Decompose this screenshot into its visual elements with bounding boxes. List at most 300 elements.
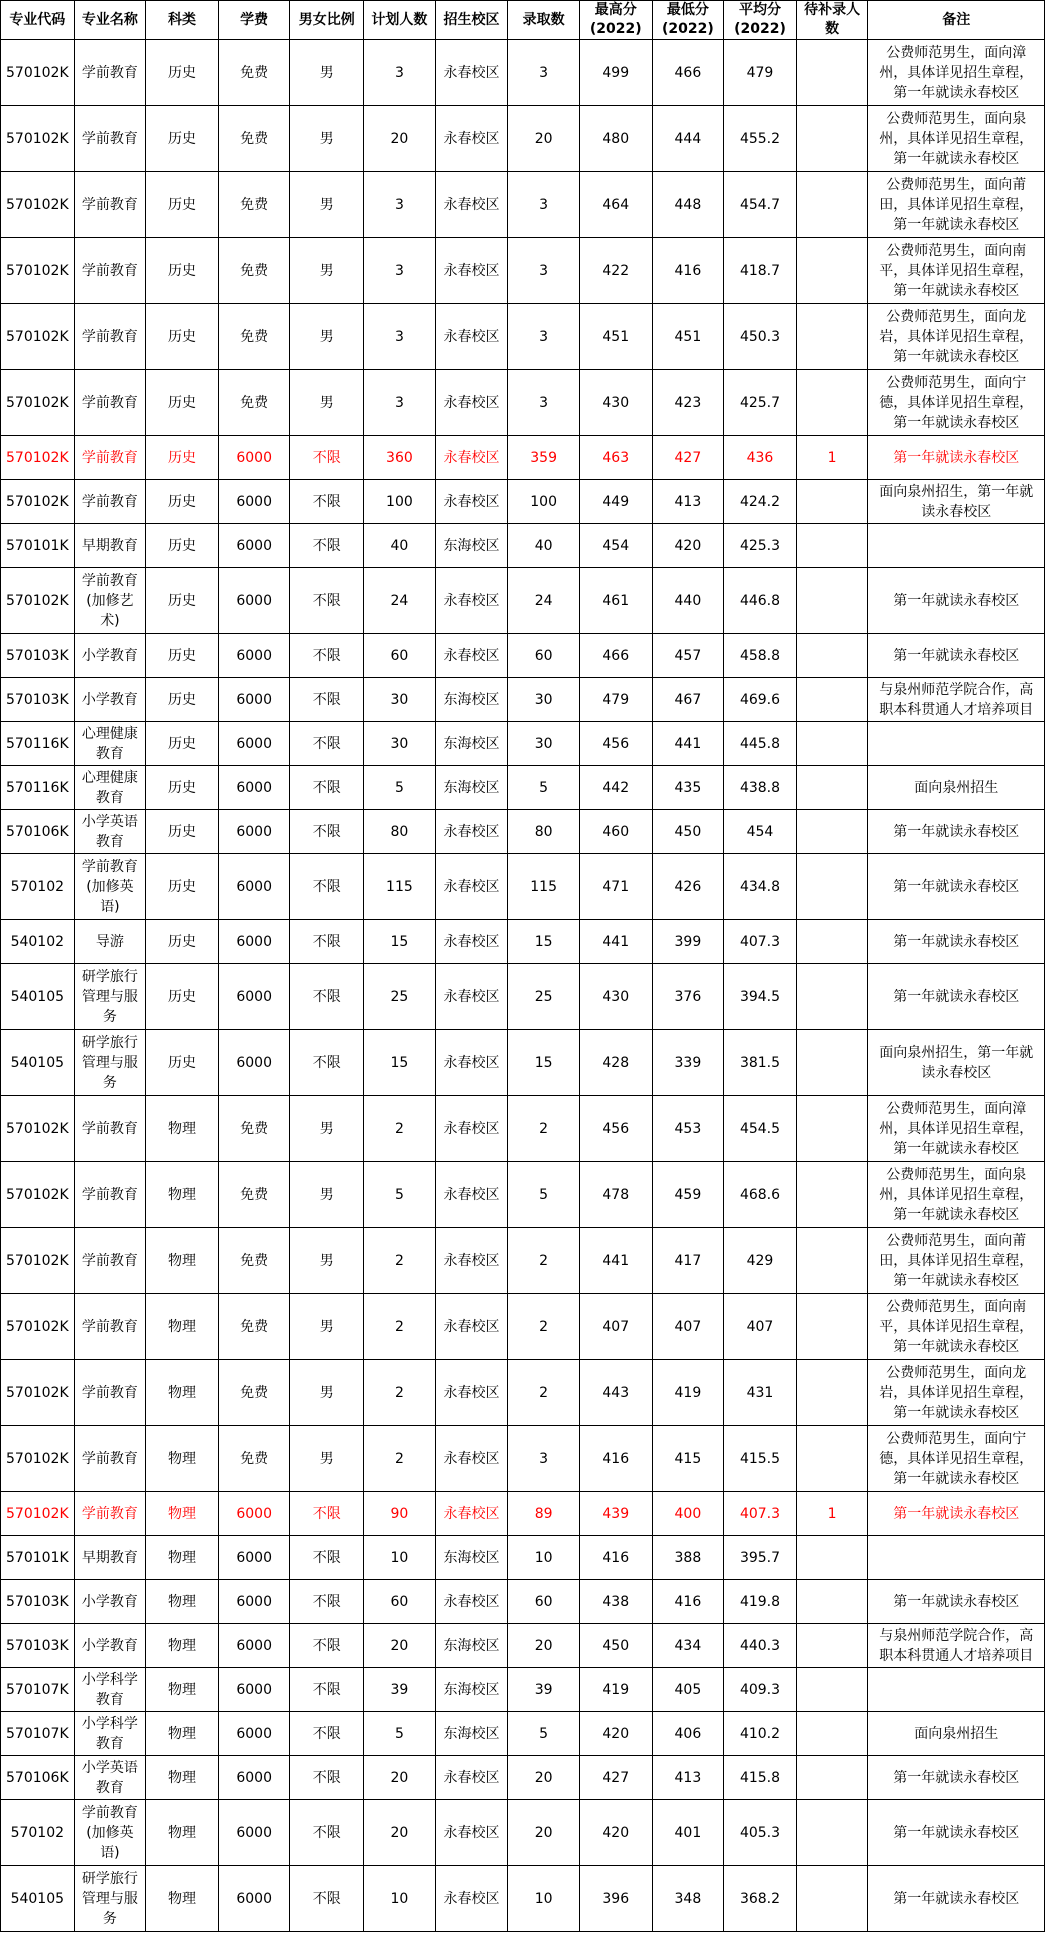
cell-campus: 永春校区 [435,964,508,1030]
cell-plan: 15 [364,920,436,964]
cell-major: 学前教育 [74,1492,146,1536]
cell-tuition: 6000 [218,1492,290,1536]
cell-code: 570102 [1,854,75,920]
cell-pending [796,634,868,678]
cell-category: 历史 [146,304,219,370]
cell-avg-score: 454 [724,810,797,854]
table-row [1,480,1045,524]
cell-campus: 东海校区 [435,1624,508,1668]
cell-category: 历史 [146,1030,219,1096]
cell-note: 第一年就读永春校区 [868,436,1045,480]
cell-plan: 2 [364,1426,436,1492]
cell-note: 公费师范男生，面向宁德，具体详见招生章程，第一年就读永春校区 [868,370,1045,436]
cell-major: 学前教育 [74,436,146,480]
cell-plan: 115 [364,854,436,920]
cell-max-score: 442 [579,766,652,810]
cell-avg-score: 381.5 [724,1030,797,1096]
table-row [1,1756,1045,1800]
cell-pending [796,1162,868,1228]
cell-gender-ratio: 男 [290,304,364,370]
cell-min-score: 451 [652,304,724,370]
cell-campus: 永春校区 [435,304,508,370]
cell-plan: 2 [364,1096,436,1162]
cell-admitted: 3 [508,238,580,304]
cell-tuition: 6000 [218,524,290,568]
cell-min-score: 459 [652,1162,724,1228]
cell-max-score: 396 [579,1866,652,1932]
cell-campus: 东海校区 [435,1668,508,1712]
cell-admitted: 3 [508,1426,580,1492]
cell-admitted: 3 [508,40,580,106]
cell-admitted: 20 [508,106,580,172]
cell-code: 570102K [1,1228,75,1294]
cell-max-score: 499 [579,40,652,106]
cell-plan: 20 [364,1624,436,1668]
cell-max-score: 441 [579,920,652,964]
cell-max-score: 454 [579,524,652,568]
cell-note: 第一年就读永春校区 [868,920,1045,964]
cell-pending [796,964,868,1030]
cell-major: 学前教育 [74,238,146,304]
cell-category: 物理 [146,1294,219,1360]
cell-code: 570102 [1,1800,75,1866]
cell-code: 570103K [1,1624,75,1668]
cell-min-score: 467 [652,678,724,722]
cell-min-score: 448 [652,172,724,238]
table-row [1,1536,1045,1580]
cell-plan: 2 [364,1294,436,1360]
cell-plan: 80 [364,810,436,854]
table-row [1,810,1045,854]
cell-campus: 永春校区 [435,480,508,524]
table-row [1,436,1045,480]
cell-note: 第一年就读永春校区 [868,634,1045,678]
header-pending: 待补录人数 [796,1,868,40]
cell-note: 面向泉州招生，第一年就读永春校区 [868,480,1045,524]
cell-avg-score: 368.2 [724,1866,797,1932]
header-avg-score: 平均分 (2022) [724,1,797,40]
cell-plan: 2 [364,1228,436,1294]
cell-pending [796,1580,868,1624]
cell-admitted: 30 [508,678,580,722]
cell-avg-score: 469.6 [724,678,797,722]
cell-code: 570116K [1,722,75,766]
cell-tuition: 6000 [218,964,290,1030]
cell-category: 物理 [146,1162,219,1228]
cell-min-score: 413 [652,480,724,524]
cell-avg-score: 415.5 [724,1426,797,1492]
cell-category: 历史 [146,172,219,238]
cell-category: 历史 [146,634,219,678]
cell-min-score: 441 [652,722,724,766]
cell-code: 570107K [1,1668,75,1712]
cell-campus: 东海校区 [435,1712,508,1756]
cell-note: 公费师范男生，面向泉州，具体详见招生章程，第一年就读永春校区 [868,1162,1045,1228]
cell-category: 历史 [146,766,219,810]
cell-campus: 永春校区 [435,436,508,480]
cell-pending [796,722,868,766]
cell-avg-score: 479 [724,40,797,106]
cell-avg-score: 407.3 [724,920,797,964]
cell-tuition: 免费 [218,1294,290,1360]
cell-admitted: 39 [508,1668,580,1712]
cell-plan: 60 [364,634,436,678]
cell-tuition: 免费 [218,1426,290,1492]
cell-tuition: 免费 [218,40,290,106]
cell-plan: 20 [364,1800,436,1866]
cell-plan: 5 [364,766,436,810]
cell-campus: 东海校区 [435,766,508,810]
cell-pending [796,1800,868,1866]
cell-tuition: 免费 [218,1360,290,1426]
cell-category: 历史 [146,524,219,568]
cell-avg-score: 407 [724,1294,797,1360]
table-row [1,766,1045,810]
cell-major: 小学英语教育 [74,810,146,854]
cell-category: 历史 [146,854,219,920]
cell-pending [796,810,868,854]
cell-major: 学前教育 [74,480,146,524]
cell-campus: 永春校区 [435,810,508,854]
cell-tuition: 6000 [218,1580,290,1624]
cell-max-score: 443 [579,1360,652,1426]
cell-avg-score: 425.7 [724,370,797,436]
cell-campus: 永春校区 [435,1228,508,1294]
cell-tuition: 免费 [218,370,290,436]
cell-tuition: 免费 [218,238,290,304]
header-major: 专业名称 [74,1,146,40]
cell-min-score: 466 [652,40,724,106]
table-row [1,1426,1045,1492]
cell-avg-score: 409.3 [724,1668,797,1712]
cell-max-score: 428 [579,1030,652,1096]
cell-admitted: 80 [508,810,580,854]
cell-gender-ratio: 不限 [290,1668,364,1712]
cell-category: 物理 [146,1668,219,1712]
cell-avg-score: 425.3 [724,524,797,568]
cell-note: 第一年就读永春校区 [868,1756,1045,1800]
cell-campus: 永春校区 [435,1030,508,1096]
cell-major: 学前教育(加修英语) [74,854,146,920]
cell-category: 物理 [146,1624,219,1668]
cell-note [868,524,1045,568]
table-row [1,304,1045,370]
cell-code: 570102K [1,106,75,172]
table-row [1,1030,1045,1096]
cell-admitted: 2 [508,1360,580,1426]
table-row [1,722,1045,766]
table-row [1,1712,1045,1756]
table-row [1,1096,1045,1162]
cell-avg-score: 407.3 [724,1492,797,1536]
cell-admitted: 10 [508,1536,580,1580]
cell-campus: 东海校区 [435,524,508,568]
cell-gender-ratio: 不限 [290,1756,364,1800]
cell-plan: 90 [364,1492,436,1536]
header-row [1,1,1045,40]
cell-admitted: 20 [508,1800,580,1866]
cell-admitted: 100 [508,480,580,524]
cell-gender-ratio: 不限 [290,1030,364,1096]
cell-pending [796,238,868,304]
cell-gender-ratio: 不限 [290,854,364,920]
cell-gender-ratio: 男 [290,370,364,436]
cell-category: 物理 [146,1426,219,1492]
cell-campus: 永春校区 [435,568,508,634]
cell-avg-score: 394.5 [724,964,797,1030]
cell-major: 小学教育 [74,678,146,722]
cell-campus: 东海校区 [435,678,508,722]
cell-admitted: 5 [508,766,580,810]
cell-gender-ratio: 男 [290,106,364,172]
cell-category: 物理 [146,1866,219,1932]
cell-campus: 东海校区 [435,722,508,766]
cell-gender-ratio: 不限 [290,722,364,766]
header-note: 备注 [868,1,1045,40]
cell-gender-ratio: 男 [290,172,364,238]
cell-code: 570102K [1,304,75,370]
header-admitted: 录取数 [508,1,580,40]
cell-pending [796,1426,868,1492]
cell-avg-score: 415.8 [724,1756,797,1800]
cell-major: 导游 [74,920,146,964]
cell-category: 物理 [146,1096,219,1162]
cell-campus: 永春校区 [435,1866,508,1932]
cell-major: 小学英语教育 [74,1756,146,1800]
cell-major: 学前教育 [74,1294,146,1360]
cell-pending [796,1030,868,1096]
cell-category: 物理 [146,1536,219,1580]
cell-major: 学前教育 [74,106,146,172]
cell-code: 570103K [1,678,75,722]
cell-category: 历史 [146,106,219,172]
cell-major: 学前教育 [74,1228,146,1294]
cell-min-score: 416 [652,238,724,304]
cell-category: 历史 [146,40,219,106]
cell-category: 历史 [146,238,219,304]
table-row [1,964,1045,1030]
cell-max-score: 441 [579,1228,652,1294]
cell-pending [796,854,868,920]
cell-gender-ratio: 不限 [290,1624,364,1668]
cell-note: 公费师范男生，面向龙岩，具体详见招生章程，第一年就读永春校区 [868,1360,1045,1426]
cell-plan: 60 [364,1580,436,1624]
cell-pending [796,1866,868,1932]
cell-major: 学前教育 [74,1360,146,1426]
cell-pending [796,766,868,810]
cell-min-score: 417 [652,1228,724,1294]
cell-major: 心理健康教育 [74,722,146,766]
cell-campus: 永春校区 [435,106,508,172]
cell-plan: 10 [364,1866,436,1932]
cell-category: 物理 [146,1756,219,1800]
cell-avg-score: 455.2 [724,106,797,172]
cell-code: 570102K [1,1096,75,1162]
cell-note: 与泉州师范学院合作，高职本科贯通人才培养项目 [868,1624,1045,1668]
cell-min-score: 453 [652,1096,724,1162]
cell-note: 公费师范男生，面向莆田，具体详见招生章程，第一年就读永春校区 [868,172,1045,238]
cell-min-score: 416 [652,1580,724,1624]
cell-campus: 永春校区 [435,1756,508,1800]
cell-code: 570106K [1,810,75,854]
cell-tuition: 免费 [218,1228,290,1294]
cell-note: 第一年就读永春校区 [868,964,1045,1030]
cell-note: 公费师范男生，面向龙岩，具体详见招生章程，第一年就读永春校区 [868,304,1045,370]
cell-plan: 3 [364,370,436,436]
cell-avg-score: 458.8 [724,634,797,678]
cell-admitted: 20 [508,1624,580,1668]
cell-code: 570101K [1,1536,75,1580]
cell-tuition: 6000 [218,854,290,920]
cell-max-score: 480 [579,106,652,172]
cell-code: 540105 [1,1866,75,1932]
cell-tuition: 6000 [218,634,290,678]
table-row [1,678,1045,722]
cell-major: 学前教育(加修英语) [74,1800,146,1866]
table-row [1,106,1045,172]
cell-admitted: 5 [508,1712,580,1756]
cell-major: 小学科学教育 [74,1712,146,1756]
cell-min-score: 440 [652,568,724,634]
cell-gender-ratio: 男 [290,1294,364,1360]
cell-admitted: 20 [508,1756,580,1800]
cell-category: 物理 [146,1580,219,1624]
cell-max-score: 471 [579,854,652,920]
cell-note [868,1536,1045,1580]
cell-note: 公费师范男生，面向漳州，具体详见招生章程，第一年就读永春校区 [868,1096,1045,1162]
cell-tuition: 6000 [218,722,290,766]
cell-code: 540105 [1,964,75,1030]
cell-max-score: 478 [579,1162,652,1228]
cell-gender-ratio: 不限 [290,766,364,810]
table-row [1,920,1045,964]
cell-note: 公费师范男生，面向漳州，具体详见招生章程，第一年就读永春校区 [868,40,1045,106]
cell-category: 历史 [146,568,219,634]
cell-max-score: 466 [579,634,652,678]
cell-major: 学前教育 [74,172,146,238]
cell-category: 历史 [146,436,219,480]
cell-gender-ratio: 不限 [290,1536,364,1580]
cell-min-score: 388 [652,1536,724,1580]
cell-code: 570101K [1,524,75,568]
cell-note: 第一年就读永春校区 [868,1492,1045,1536]
cell-note [868,722,1045,766]
cell-pending [796,370,868,436]
cell-pending [796,1712,868,1756]
cell-avg-score: 440.3 [724,1624,797,1668]
cell-avg-score: 438.8 [724,766,797,810]
cell-pending [796,1228,868,1294]
cell-gender-ratio: 不限 [290,524,364,568]
cell-major: 小学科学教育 [74,1668,146,1712]
cell-max-score: 464 [579,172,652,238]
cell-tuition: 6000 [218,1536,290,1580]
cell-avg-score: 446.8 [724,568,797,634]
cell-plan: 30 [364,722,436,766]
cell-pending: 1 [796,1492,868,1536]
cell-pending [796,920,868,964]
cell-note: 第一年就读永春校区 [868,854,1045,920]
cell-major: 学前教育 [74,1162,146,1228]
cell-campus: 永春校区 [435,40,508,106]
cell-note: 与泉州师范学院合作，高职本科贯通人才培养项目 [868,678,1045,722]
cell-campus: 永春校区 [435,854,508,920]
cell-code: 570106K [1,1756,75,1800]
cell-note: 第一年就读永春校区 [868,1800,1045,1866]
cell-code: 570102K [1,1492,75,1536]
cell-major: 学前教育 [74,370,146,436]
cell-major: 学前教育 [74,40,146,106]
cell-max-score: 461 [579,568,652,634]
table-row [1,1866,1045,1932]
cell-min-score: 423 [652,370,724,436]
cell-tuition: 6000 [218,480,290,524]
cell-tuition: 6000 [218,1756,290,1800]
table-row [1,1580,1045,1624]
cell-gender-ratio: 不限 [290,1800,364,1866]
cell-max-score: 438 [579,1580,652,1624]
table-row [1,1162,1045,1228]
cell-plan: 3 [364,238,436,304]
cell-max-score: 427 [579,1756,652,1800]
cell-min-score: 434 [652,1624,724,1668]
cell-gender-ratio: 不限 [290,480,364,524]
cell-code: 570103K [1,634,75,678]
cell-campus: 东海校区 [435,1536,508,1580]
cell-plan: 20 [364,106,436,172]
cell-gender-ratio: 不限 [290,634,364,678]
cell-category: 物理 [146,1360,219,1426]
cell-pending [796,1668,868,1712]
cell-campus: 永春校区 [435,1580,508,1624]
cell-pending [796,1360,868,1426]
cell-code: 570102K [1,370,75,436]
cell-min-score: 415 [652,1426,724,1492]
cell-major: 小学教育 [74,1580,146,1624]
table-row [1,1800,1045,1866]
cell-admitted: 10 [508,1866,580,1932]
cell-pending [796,1624,868,1668]
cell-avg-score: 468.6 [724,1162,797,1228]
cell-major: 小学教育 [74,1624,146,1668]
header-min-score: 最低分 (2022) [652,1,724,40]
cell-major: 心理健康教育 [74,766,146,810]
cell-avg-score: 450.3 [724,304,797,370]
cell-category: 历史 [146,722,219,766]
cell-tuition: 6000 [218,436,290,480]
cell-note: 公费师范男生，面向南平，具体详见招生章程，第一年就读永春校区 [868,238,1045,304]
table-row [1,40,1045,106]
cell-admitted: 2 [508,1096,580,1162]
cell-min-score: 426 [652,854,724,920]
cell-plan: 10 [364,1536,436,1580]
cell-min-score: 400 [652,1492,724,1536]
cell-admitted: 3 [508,370,580,436]
cell-admitted: 2 [508,1228,580,1294]
cell-code: 570102K [1,172,75,238]
cell-pending [796,1294,868,1360]
cell-major: 早期教育 [74,524,146,568]
cell-note: 面向泉州招生 [868,1712,1045,1756]
cell-plan: 25 [364,964,436,1030]
cell-max-score: 439 [579,1492,652,1536]
cell-tuition: 免费 [218,1096,290,1162]
cell-pending [796,304,868,370]
cell-gender-ratio: 不限 [290,1712,364,1756]
cell-major: 学前教育 [74,304,146,370]
cell-gender-ratio: 不限 [290,678,364,722]
cell-gender-ratio: 不限 [290,1580,364,1624]
